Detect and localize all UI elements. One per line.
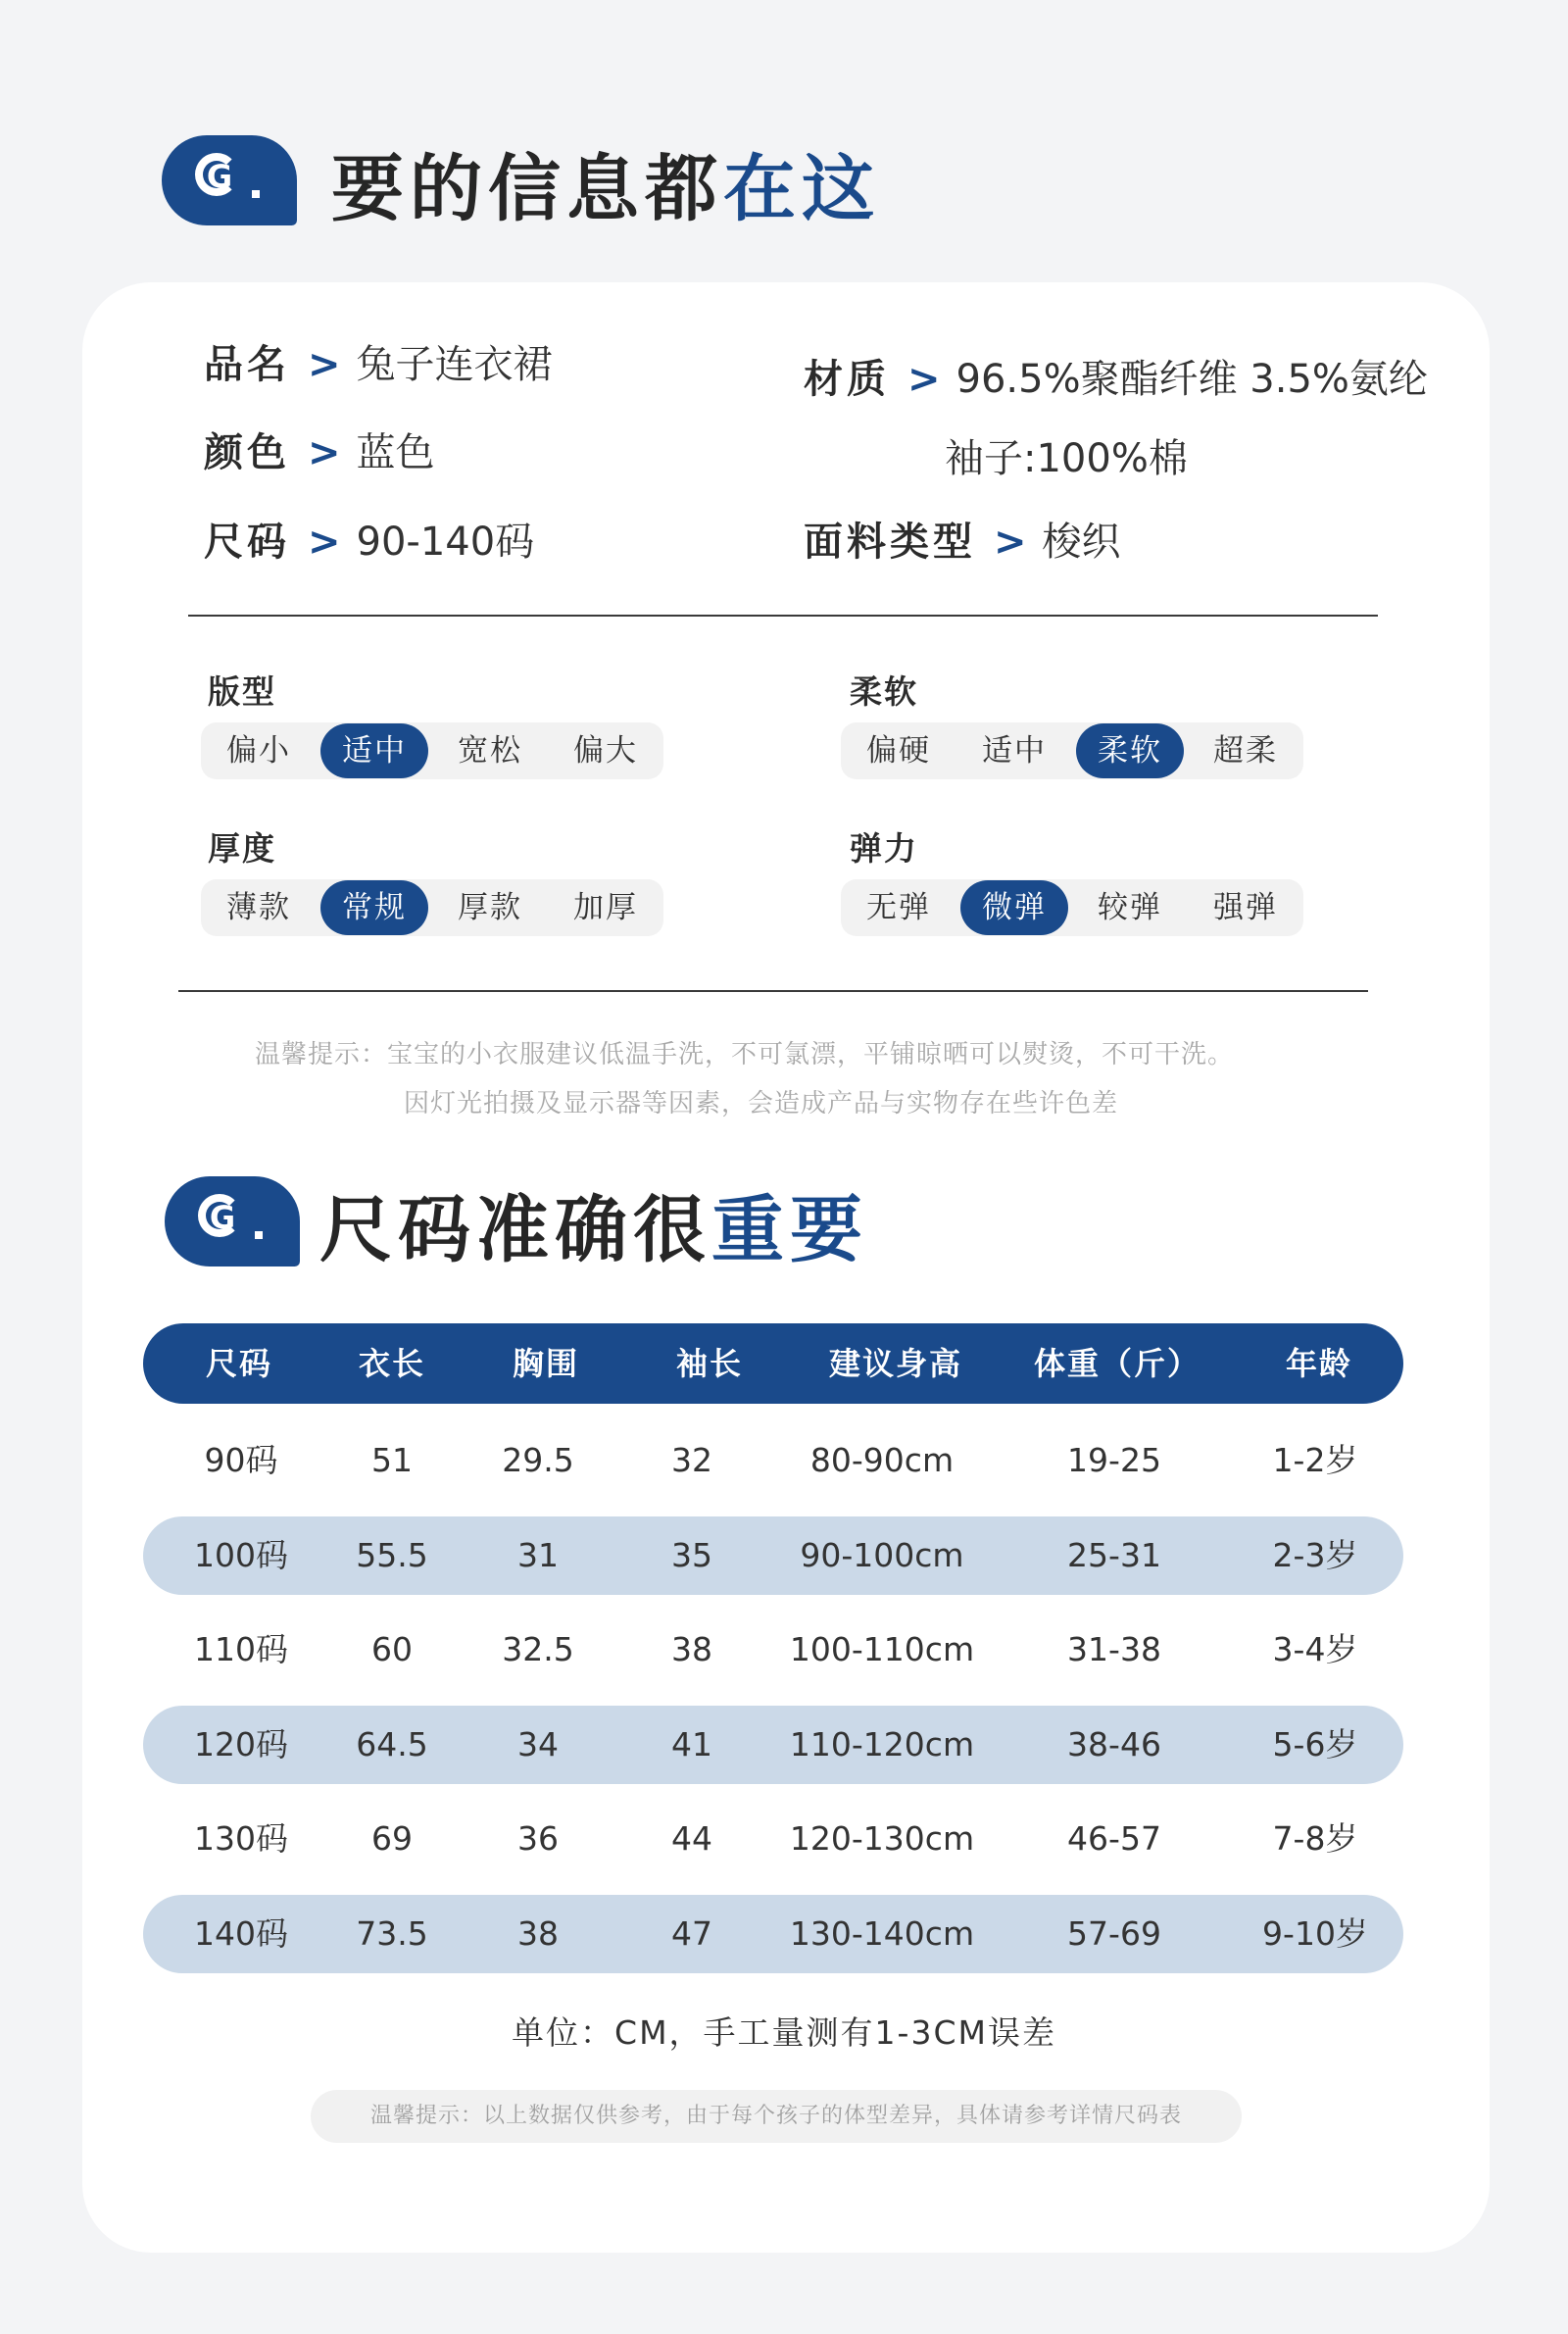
cell-length: 64.5 [356, 1725, 428, 1763]
cell-chest: 29.5 [502, 1441, 574, 1479]
thickness-option[interactable]: 厚款 [458, 890, 522, 925]
softness-option[interactable]: 适中 [982, 733, 1047, 769]
fit-option[interactable]: 宽松 [458, 733, 522, 769]
col-header: 尺码 [205, 1345, 273, 1382]
table-row [143, 1706, 1403, 1784]
softness-selector [841, 722, 1303, 779]
info-material: 材质 > 96.5%聚酯纤维 3.5%氨纶 [804, 357, 1428, 402]
cell-length: 60 [371, 1630, 413, 1668]
cell-chest: 36 [517, 1819, 559, 1858]
cell-height: 100-110cm [789, 1630, 975, 1668]
care-tip-line2: 因灯光拍摄及显示器等因素，会造成产品与实物存在些许色差 [404, 1089, 1119, 1118]
attr-title-fit: 版型 [208, 672, 276, 711]
cell-chest: 32.5 [502, 1630, 574, 1668]
cell-sleeve: 41 [671, 1725, 712, 1763]
cell-length: 69 [371, 1819, 413, 1858]
elasticity-selector [841, 879, 1303, 936]
attr-title-softness: 柔软 [850, 672, 918, 711]
col-header: 衣长 [358, 1345, 426, 1382]
info-size: 尺码 > 90-140码 [204, 520, 535, 565]
info-fabric: 面料类型 > 梭织 [804, 520, 1121, 565]
softness-option[interactable]: 偏硬 [866, 733, 931, 769]
cell-height: 130-140cm [789, 1914, 975, 1953]
fit-option[interactable]: 偏小 [226, 733, 291, 769]
table-tip: 温馨提示：以上数据仅供参考，由于每个孩子的体型差异，具体请参考详情尺码表 [311, 2090, 1242, 2143]
fit-selector [201, 722, 663, 779]
cell-sleeve: 32 [671, 1441, 712, 1479]
cell-size: 100码 [194, 1536, 288, 1574]
cell-age: 3-4岁 [1272, 1630, 1358, 1668]
info-color: 颜色 > 蓝色 [204, 430, 435, 475]
cell-chest: 34 [517, 1725, 559, 1763]
cell-height: 110-120cm [789, 1725, 975, 1763]
divider [178, 990, 1368, 992]
cell-length: 73.5 [356, 1914, 428, 1953]
cell-height: 90-100cm [800, 1536, 964, 1574]
attr-title-elasticity: 弹力 [850, 829, 918, 868]
elasticity-option[interactable]: 强弹 [1213, 890, 1278, 925]
thickness-option-selected[interactable]: 常规 [320, 880, 428, 935]
cell-chest: 31 [517, 1536, 559, 1574]
elasticity-option[interactable]: 较弹 [1098, 890, 1162, 925]
thickness-selector [201, 879, 663, 936]
col-header: 体重（斤） [1033, 1345, 1201, 1382]
cell-height: 80-90cm [809, 1441, 955, 1479]
cell-chest: 38 [517, 1914, 559, 1953]
cell-size: 120码 [194, 1725, 288, 1763]
col-header: 胸围 [512, 1345, 580, 1382]
cell-size: 90码 [204, 1441, 278, 1479]
softness-option-selected[interactable]: 柔软 [1076, 723, 1184, 778]
softness-option[interactable]: 超柔 [1213, 733, 1278, 769]
col-header: 袖长 [675, 1345, 744, 1382]
cell-sleeve: 44 [671, 1819, 712, 1858]
cell-weight: 46-57 [1067, 1819, 1161, 1858]
section-title-size: 尺码准确很重要 [319, 1188, 868, 1272]
section-title-info: 要的信息都在这 [331, 147, 880, 231]
table-row [143, 1895, 1403, 1973]
info-material-sleeve: 袖子:100%棉 [945, 436, 1188, 481]
cell-sleeve: 47 [671, 1914, 712, 1953]
cell-size: 130码 [194, 1819, 288, 1858]
cell-size: 110码 [194, 1630, 288, 1668]
cell-age: 7-8岁 [1272, 1819, 1358, 1858]
cell-length: 51 [371, 1441, 413, 1479]
cell-sleeve: 38 [671, 1630, 712, 1668]
thickness-option[interactable]: 薄款 [226, 890, 291, 925]
cell-age: 1-2岁 [1272, 1441, 1358, 1479]
table-row [143, 1800, 1403, 1878]
col-header: 建议身高 [828, 1345, 963, 1382]
brand-logo-icon: G [162, 135, 297, 225]
cell-age: 5-6岁 [1272, 1725, 1358, 1763]
cell-weight: 25-31 [1067, 1536, 1161, 1574]
cell-size: 140码 [194, 1914, 288, 1953]
cell-weight: 31-38 [1067, 1630, 1161, 1668]
size-table-header [143, 1323, 1403, 1404]
cell-sleeve: 35 [671, 1536, 712, 1574]
attr-title-thickness: 厚度 [208, 829, 276, 868]
cell-age: 9-10岁 [1262, 1914, 1368, 1953]
cell-weight: 38-46 [1067, 1725, 1161, 1763]
table-row [143, 1421, 1403, 1500]
cell-weight: 57-69 [1067, 1914, 1161, 1953]
care-tip-line1: 温馨提示：宝宝的小衣服建议低温手洗，不可氯漂，平铺晾晒可以熨烫，不可干洗。 [255, 1040, 1235, 1069]
col-header: 年龄 [1285, 1345, 1353, 1382]
unit-note: 单位：CM，手工量测有1-3CM误差 [512, 2013, 1056, 2052]
elasticity-option-selected[interactable]: 微弹 [960, 880, 1068, 935]
table-row [143, 1611, 1403, 1689]
info-name: 品名 > 兔子连衣裙 [204, 342, 553, 387]
cell-height: 120-130cm [789, 1819, 975, 1858]
elasticity-option[interactable]: 无弹 [866, 890, 931, 925]
brand-logo-icon: G [165, 1176, 300, 1266]
fit-option[interactable]: 偏大 [573, 733, 638, 769]
divider [188, 615, 1378, 617]
cell-weight: 19-25 [1067, 1441, 1161, 1479]
cell-age: 2-3岁 [1272, 1536, 1358, 1574]
fit-option-selected[interactable]: 适中 [320, 723, 428, 778]
table-row [143, 1516, 1403, 1595]
thickness-option[interactable]: 加厚 [573, 890, 638, 925]
cell-length: 55.5 [356, 1536, 428, 1574]
